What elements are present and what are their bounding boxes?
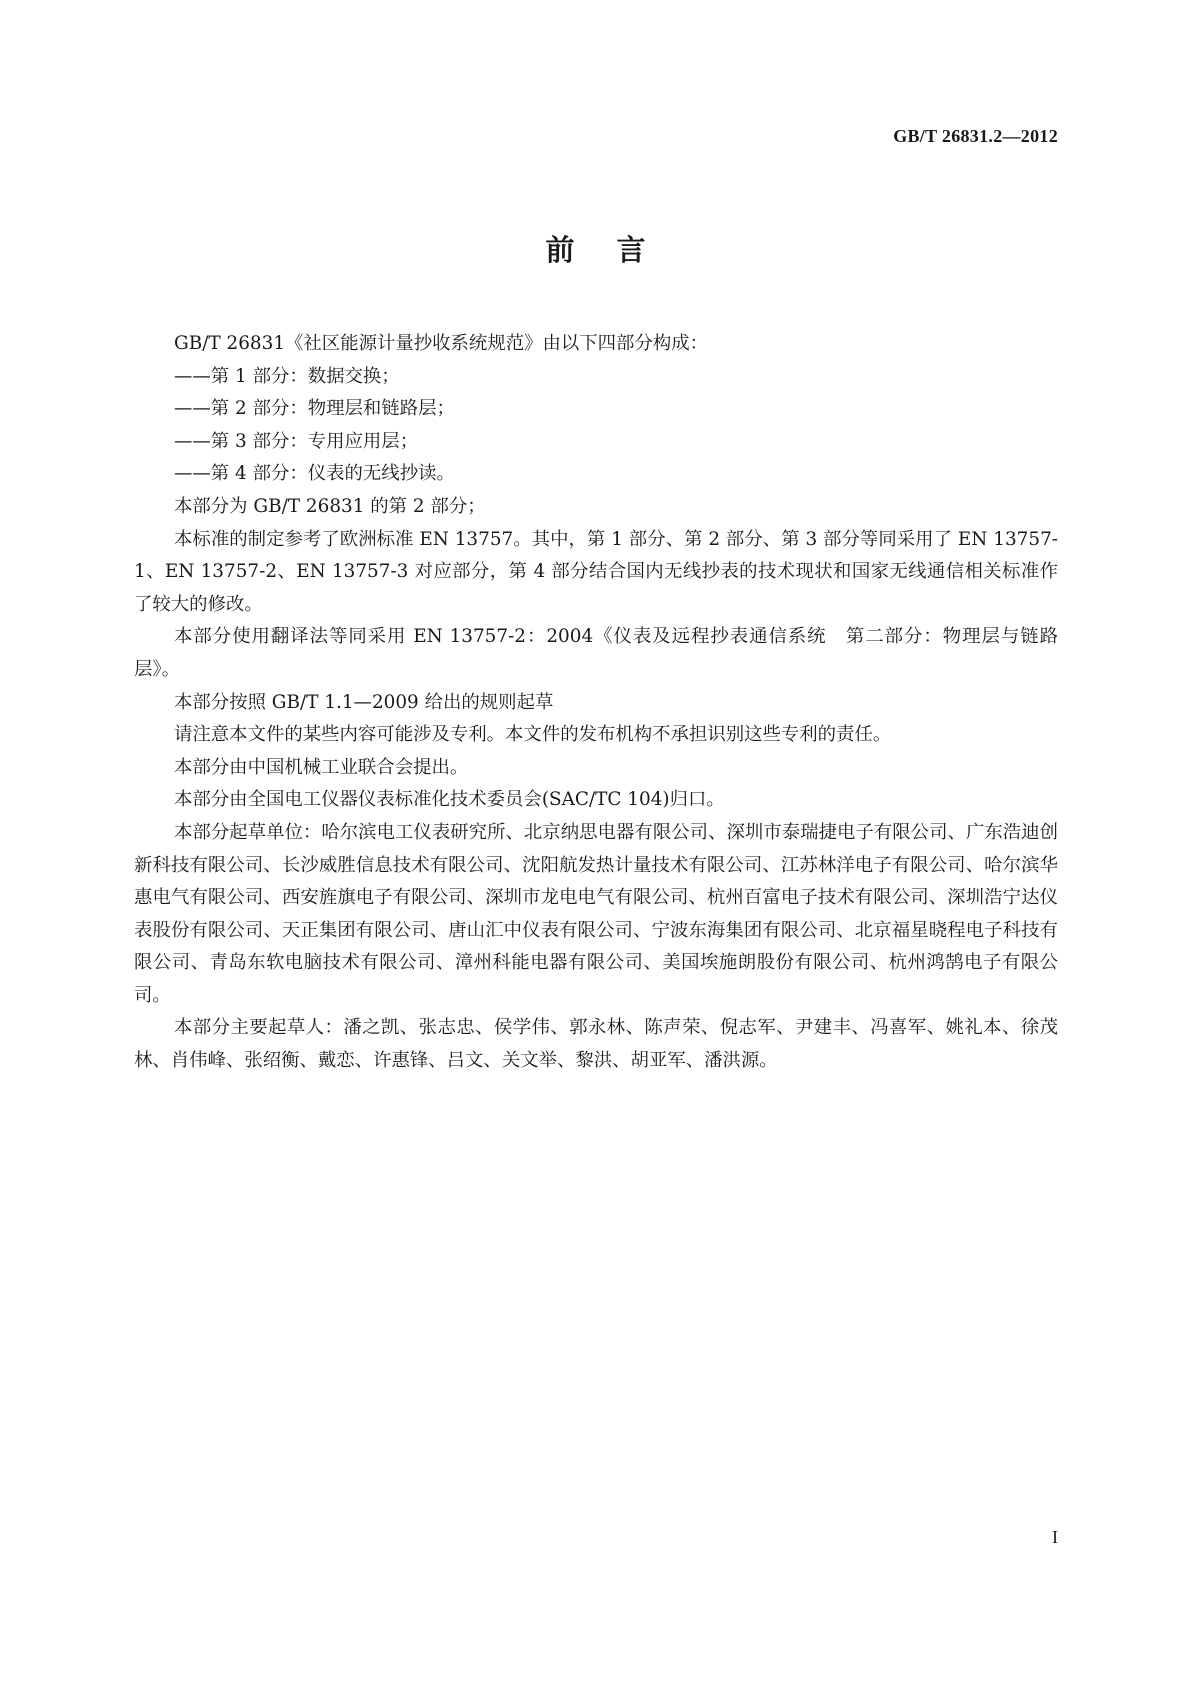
list-item-part-1: ——第 1 部分：数据交换； — [174, 365, 400, 387]
page-title: 前言 — [545, 233, 688, 267]
list-item-part-3: ——第 3 部分：专用应用层； — [174, 430, 419, 452]
paragraph-drafting-rules: 本部分按照 GB/T 1.1—2009 给出的规则起草 — [174, 691, 554, 713]
paragraph-translation: 本部分使用翻译法等同采用 EN 13757-2：2004《仪表及远程抄表通信系统 第二部分：物理层与链路层》。 — [134, 626, 1058, 680]
paragraph-drafting-units: 本部分起草单位：哈尔滨电工仪表研究所、北京纳思电器有限公司、深圳市泰瑞捷电子有限公司、广东浩迪创新科技有限公司、长沙威胜信息技术有限公司、沈阳航发热计量技术有限公司、江苏林洋电子有限公司、哈尔滨华惠电气有限公司、西安旌旗电子有限公司、深圳市龙电电气有限公司、杭州百富电子技术有限公司、深圳浩宁达仪表股份有限公司、天正集团有限公司、唐山汇中仪表有限公司、宁波东海集团有限公司、北京福星晓程电子科技有限公司、青岛东软电脑技术有限公司、漳州科能电器有限公司、美国埃施朗股份有限公司、杭州鸿鹄电子有限公司。 — [134, 821, 1058, 1006]
list-item-part-4: ——第 4 部分：仪表的无线抄读。 — [174, 463, 455, 485]
paragraph-reference: 本标准的制定参考了欧洲标准 EN 13757。其中，第 1 部分、第 2 部分、第 3 部分等同采用了 EN 13757-1、EN 13757-2、EN 13757-3 对应部分，第 4 部分结合国内无线抄表的技术现状和国家无线通信相关标准作了较大的修改。 — [134, 528, 1058, 615]
standard-code: GB/T 26831.2—2012 — [893, 126, 1058, 146]
paragraph-this-part: 本部分为 GB/T 26831 的第 2 部分； — [174, 495, 486, 517]
paragraph-drafters: 本部分主要起草人：潘之凯、张志忠、侯学伟、郭永林、陈声荣、倪志军、尹建丰、冯喜军、姚礼本、徐茂林、肖伟峰、张绍衡、戴恋、许惠锋、吕文、关文举、黎洪、胡亚军、潘洪源。 — [134, 1017, 1058, 1072]
paragraph-intro: GB/T 26831《社区能源计量抄收系统规范》由以下四部分构成： — [174, 333, 709, 354]
list-item-part-2: ——第 2 部分：物理层和链路层； — [174, 398, 455, 420]
paragraph-proposer: 本部分由中国机械工业联合会提出。 — [174, 756, 469, 778]
foreword-body — [134, 328, 1058, 1078]
page-number: I — [1052, 1527, 1058, 1547]
paragraph-committee: 本部分由全国电工仪器仪表标准化技术委员会(SAC/TC 104)归口。 — [174, 789, 725, 811]
paragraph-patent-notice: 请注意本文件的某些内容可能涉及专利。本文件的发布机构不承担识别这些专利的责任。 — [174, 724, 892, 746]
